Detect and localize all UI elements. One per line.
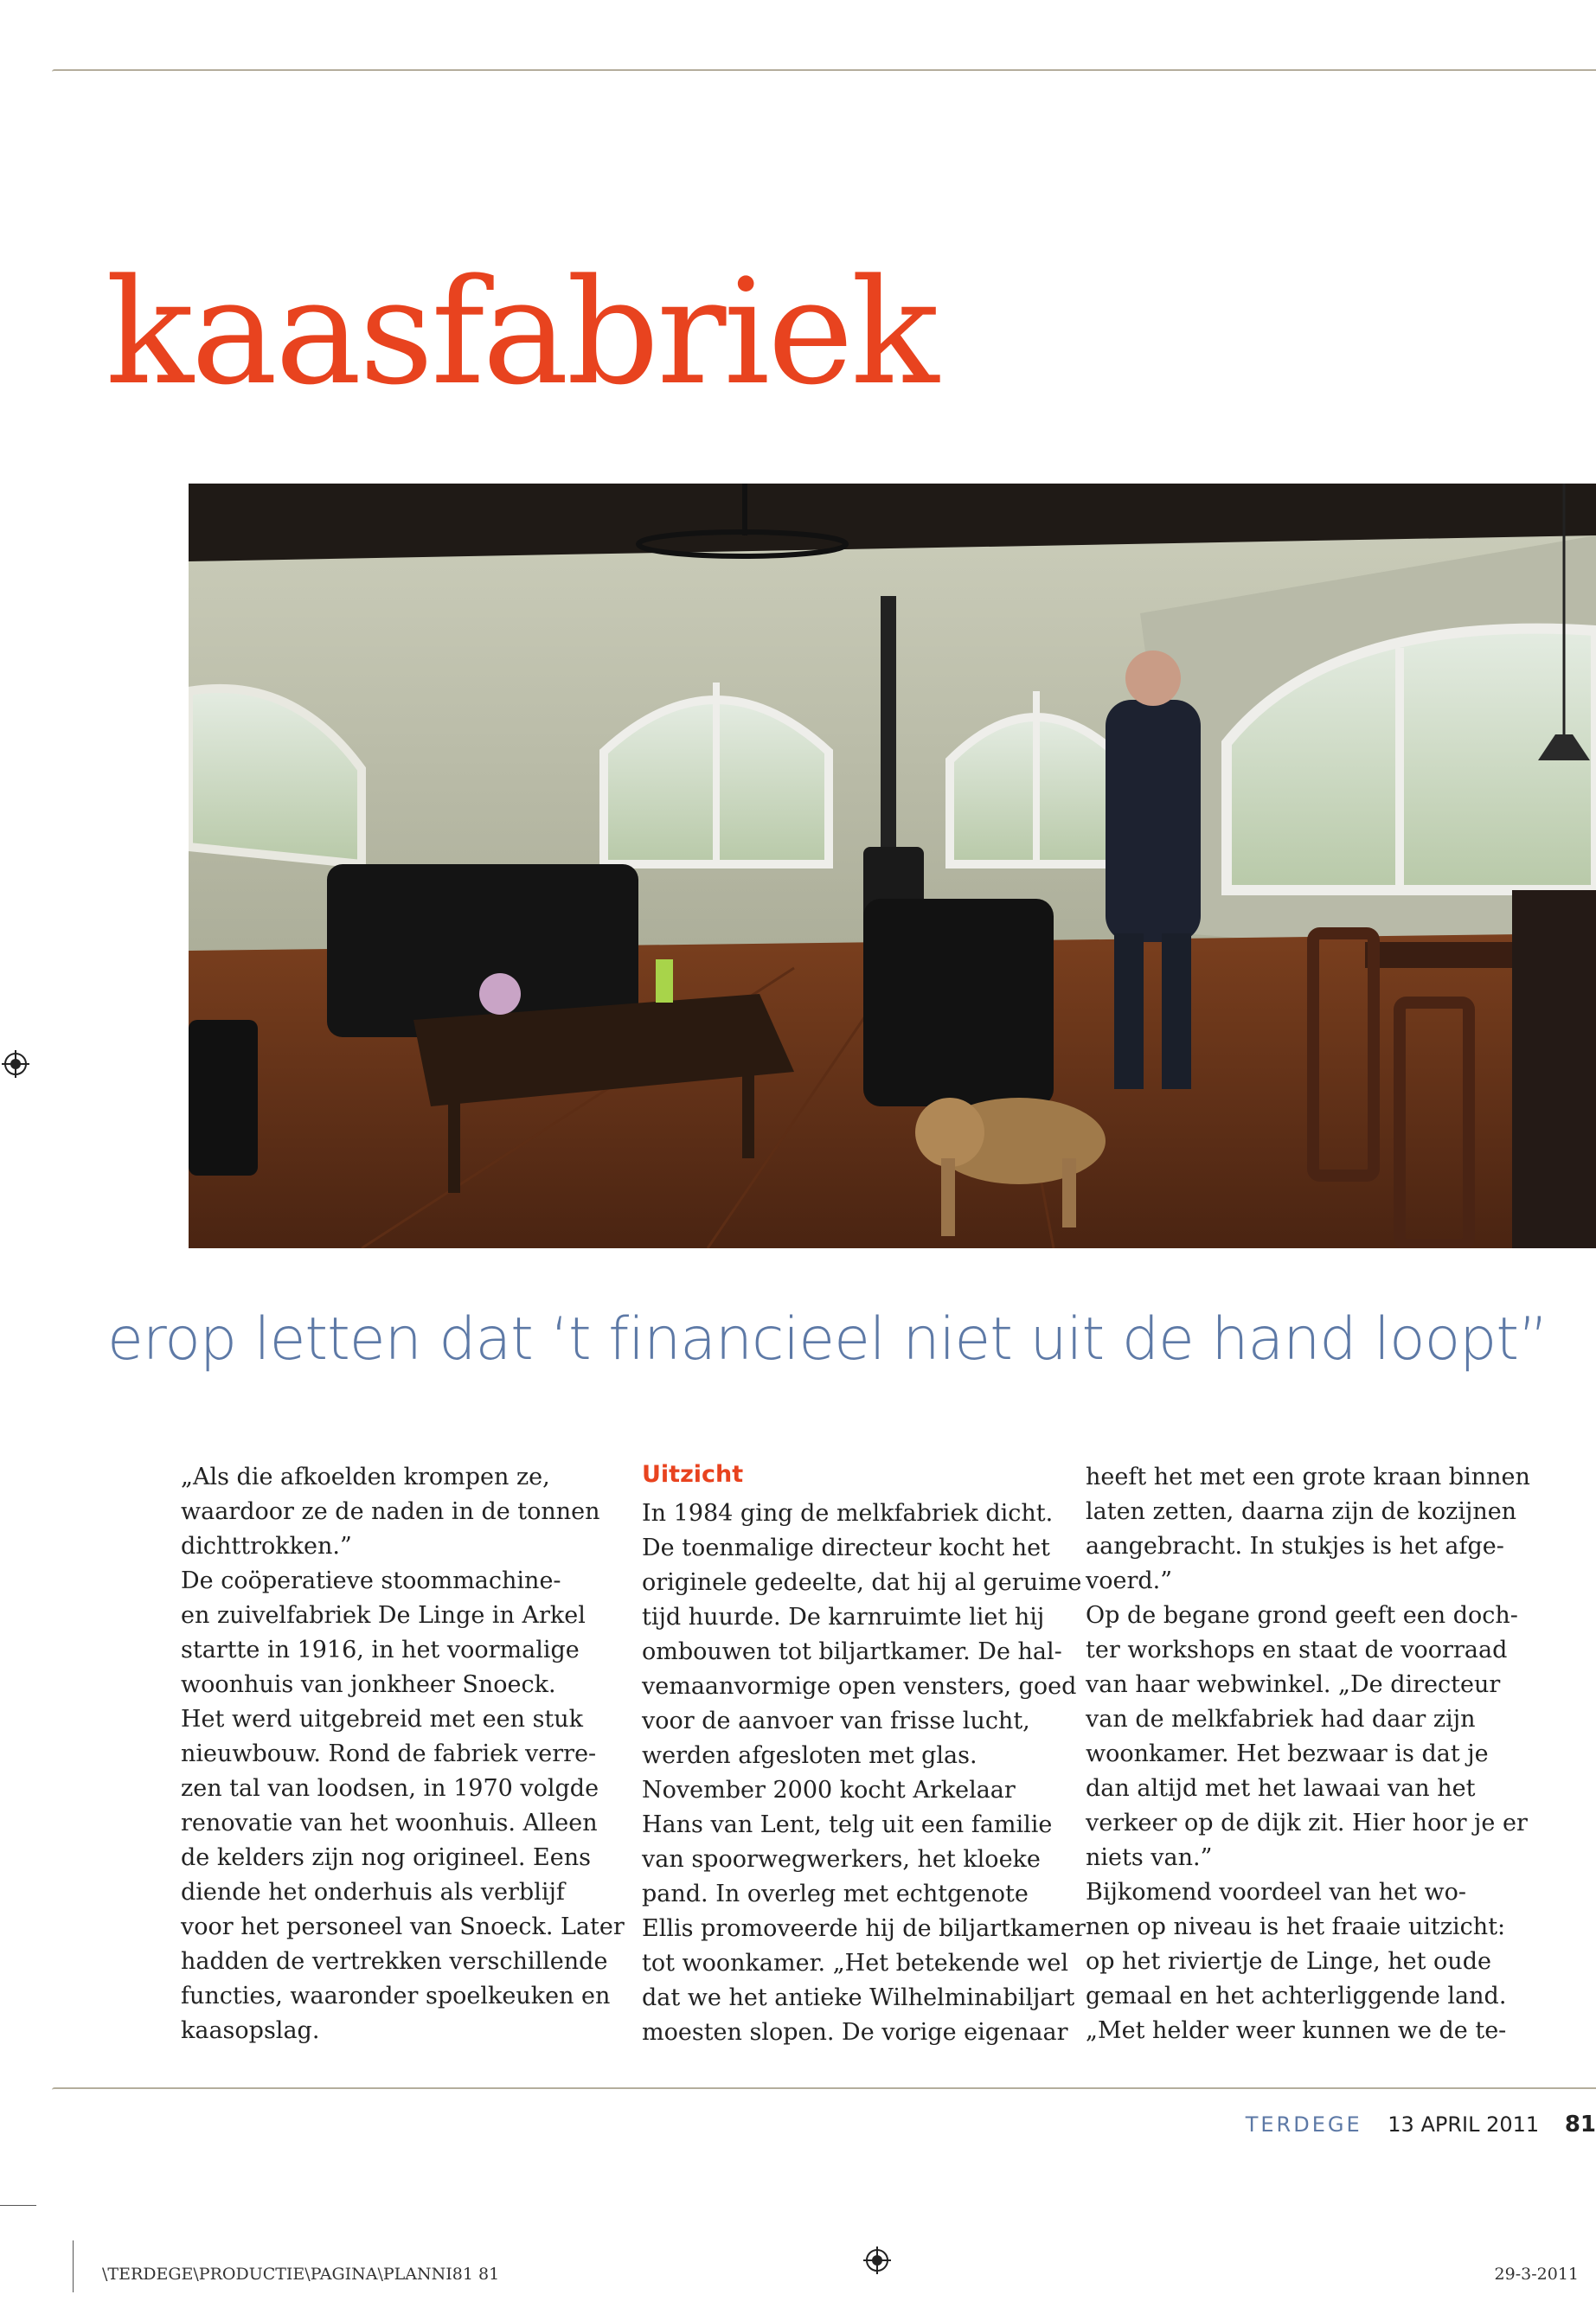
body-line: heeft het met een grote kraan binnen [1086,1464,1530,1490]
body-line: November 2000 kocht Arkelaar [642,1777,1016,1804]
body-line: dichttrokken.” [181,1533,352,1560]
interior-photo [189,484,1596,1248]
body-line: De coöperatieve stoommachine- [181,1567,561,1594]
body-line: laten zetten, daarna zijn de kozijnen [1086,1498,1517,1525]
production-date: 29-3-2011 [1494,2265,1579,2284]
body-line: en zuivelfabriek De Linge in Arkel [181,1602,586,1629]
body-line: functies, waaronder spoelkeuken en [181,1983,611,2009]
registration-mark-icon [2,1050,29,1078]
body-line: op het riviertje de Linge, het oude [1086,1948,1491,1975]
production-slug: \TERDEGE\PRODUCTIE\PAGINA\PLANNI81 81 [102,2265,500,2284]
body-line: tijd huurde. De karnruimte liet hij [642,1604,1045,1631]
body-line: pand. In overleg met echtgenote [642,1881,1029,1907]
headline: kaasfabriek [106,247,937,417]
body-line: In 1984 ging de melkfabriek dicht. [642,1500,1054,1527]
body-column-3 [1086,1460,1530,2048]
body-line: aangebracht. In stukjes is het afge- [1086,1533,1504,1560]
registration-mark-icon [863,2247,891,2274]
body-line: van haar webwinkel. „De directeur [1086,1671,1501,1698]
crop-mark [0,2205,36,2206]
body-line: Op de begane grond geeft een doch- [1086,1602,1518,1629]
body-line: ter workshops en staat de voorraad [1086,1637,1508,1663]
body-line: „Als die afkoelden krompen ze, [181,1464,550,1490]
body-line: diende het onderhuis als verblijf [181,1879,565,1906]
body-line: voor de aanvoer van frisse lucht, [642,1708,1030,1734]
body-line: voor het personeel van Snoeck. Later [181,1913,625,1940]
top-rule [52,69,1596,72]
body-line: startte in 1916, in het voormalige [181,1637,580,1663]
body-line: Het werd uitgebreid met een stuk [181,1706,584,1733]
body-column-1 [181,1460,625,2048]
body-line: ombouwen tot biljartkamer. De hal- [642,1638,1062,1665]
body-line: voerd.” [1086,1567,1173,1594]
subhead-uitzicht: Uitzicht [642,1461,744,1488]
body-line: renovatie van het woonhuis. Alleen [181,1810,598,1836]
body-line: kaasopslag. [181,2017,320,2044]
body-line: waardoor ze de naden in de tonnen [181,1498,600,1525]
body-line: van de melkfabriek had daar zijn [1086,1706,1476,1733]
body-line: „Met helder weer kunnen we de te- [1086,2017,1507,2044]
body-line: Hans van Lent, telg uit een familie [642,1811,1053,1838]
body-line: woonhuis van jonkheer Snoeck. [181,1671,556,1698]
body-line: dan altijd met het lawaai van het [1086,1775,1476,1802]
body-line: gemaal en het achterliggende land. [1086,1983,1507,2009]
body-line: nen op niveau is het fraaie uitzicht: [1086,1913,1506,1940]
body-line: werden afgesloten met glas. [642,1742,977,1769]
body-line: zen tal van loodsen, in 1970 volgde [181,1775,599,1802]
bottom-rule [52,2087,1596,2090]
body-line: Ellis promoveerde hij de biljartkamer [642,1915,1086,1942]
body-line: woonkamer. Het bezwaar is dat je [1086,1740,1489,1767]
body-line: moesten slopen. De vorige eigenaar [642,2019,1068,2046]
body-line: originele gedeelte, dat hij al geruime [642,1569,1082,1596]
body-column-2 [642,1460,1086,2050]
body-line: de kelders zijn nog origineel. Eens [181,1844,591,1871]
body-line: dat we het antieke Wilhelminabiljart [642,1984,1075,2011]
body-line: nieuwbouw. Rond de fabriek verre- [181,1740,597,1767]
magazine-name: TERDEGE [1245,2112,1362,2137]
body-line: tot woonkamer. „Het betekende wel [642,1950,1069,1977]
crop-mark [73,2240,74,2292]
page-number: 81 [1564,2112,1596,2138]
body-line: verkeer op de dijk zit. Hier hoor je er [1086,1810,1528,1836]
body-line: Bijkomend voordeel van het wo- [1086,1879,1467,1906]
folio [1246,2107,1596,2142]
body-line: van spoorwegwerkers, het kloeke [642,1846,1041,1873]
body-line: De toenmalige directeur kocht het [642,1535,1050,1561]
body-line: hadden de vertrekken verschillende [181,1948,608,1975]
body-line: vemaanvormige open vensters, goed [642,1673,1077,1700]
pull-quote: erop letten dat ‘t financieel niet uit de hand loopt” [107,1305,1548,1374]
body-line: niets van.” [1086,1844,1213,1871]
issue-date: 13 APRIL 2011 [1388,2112,1540,2137]
